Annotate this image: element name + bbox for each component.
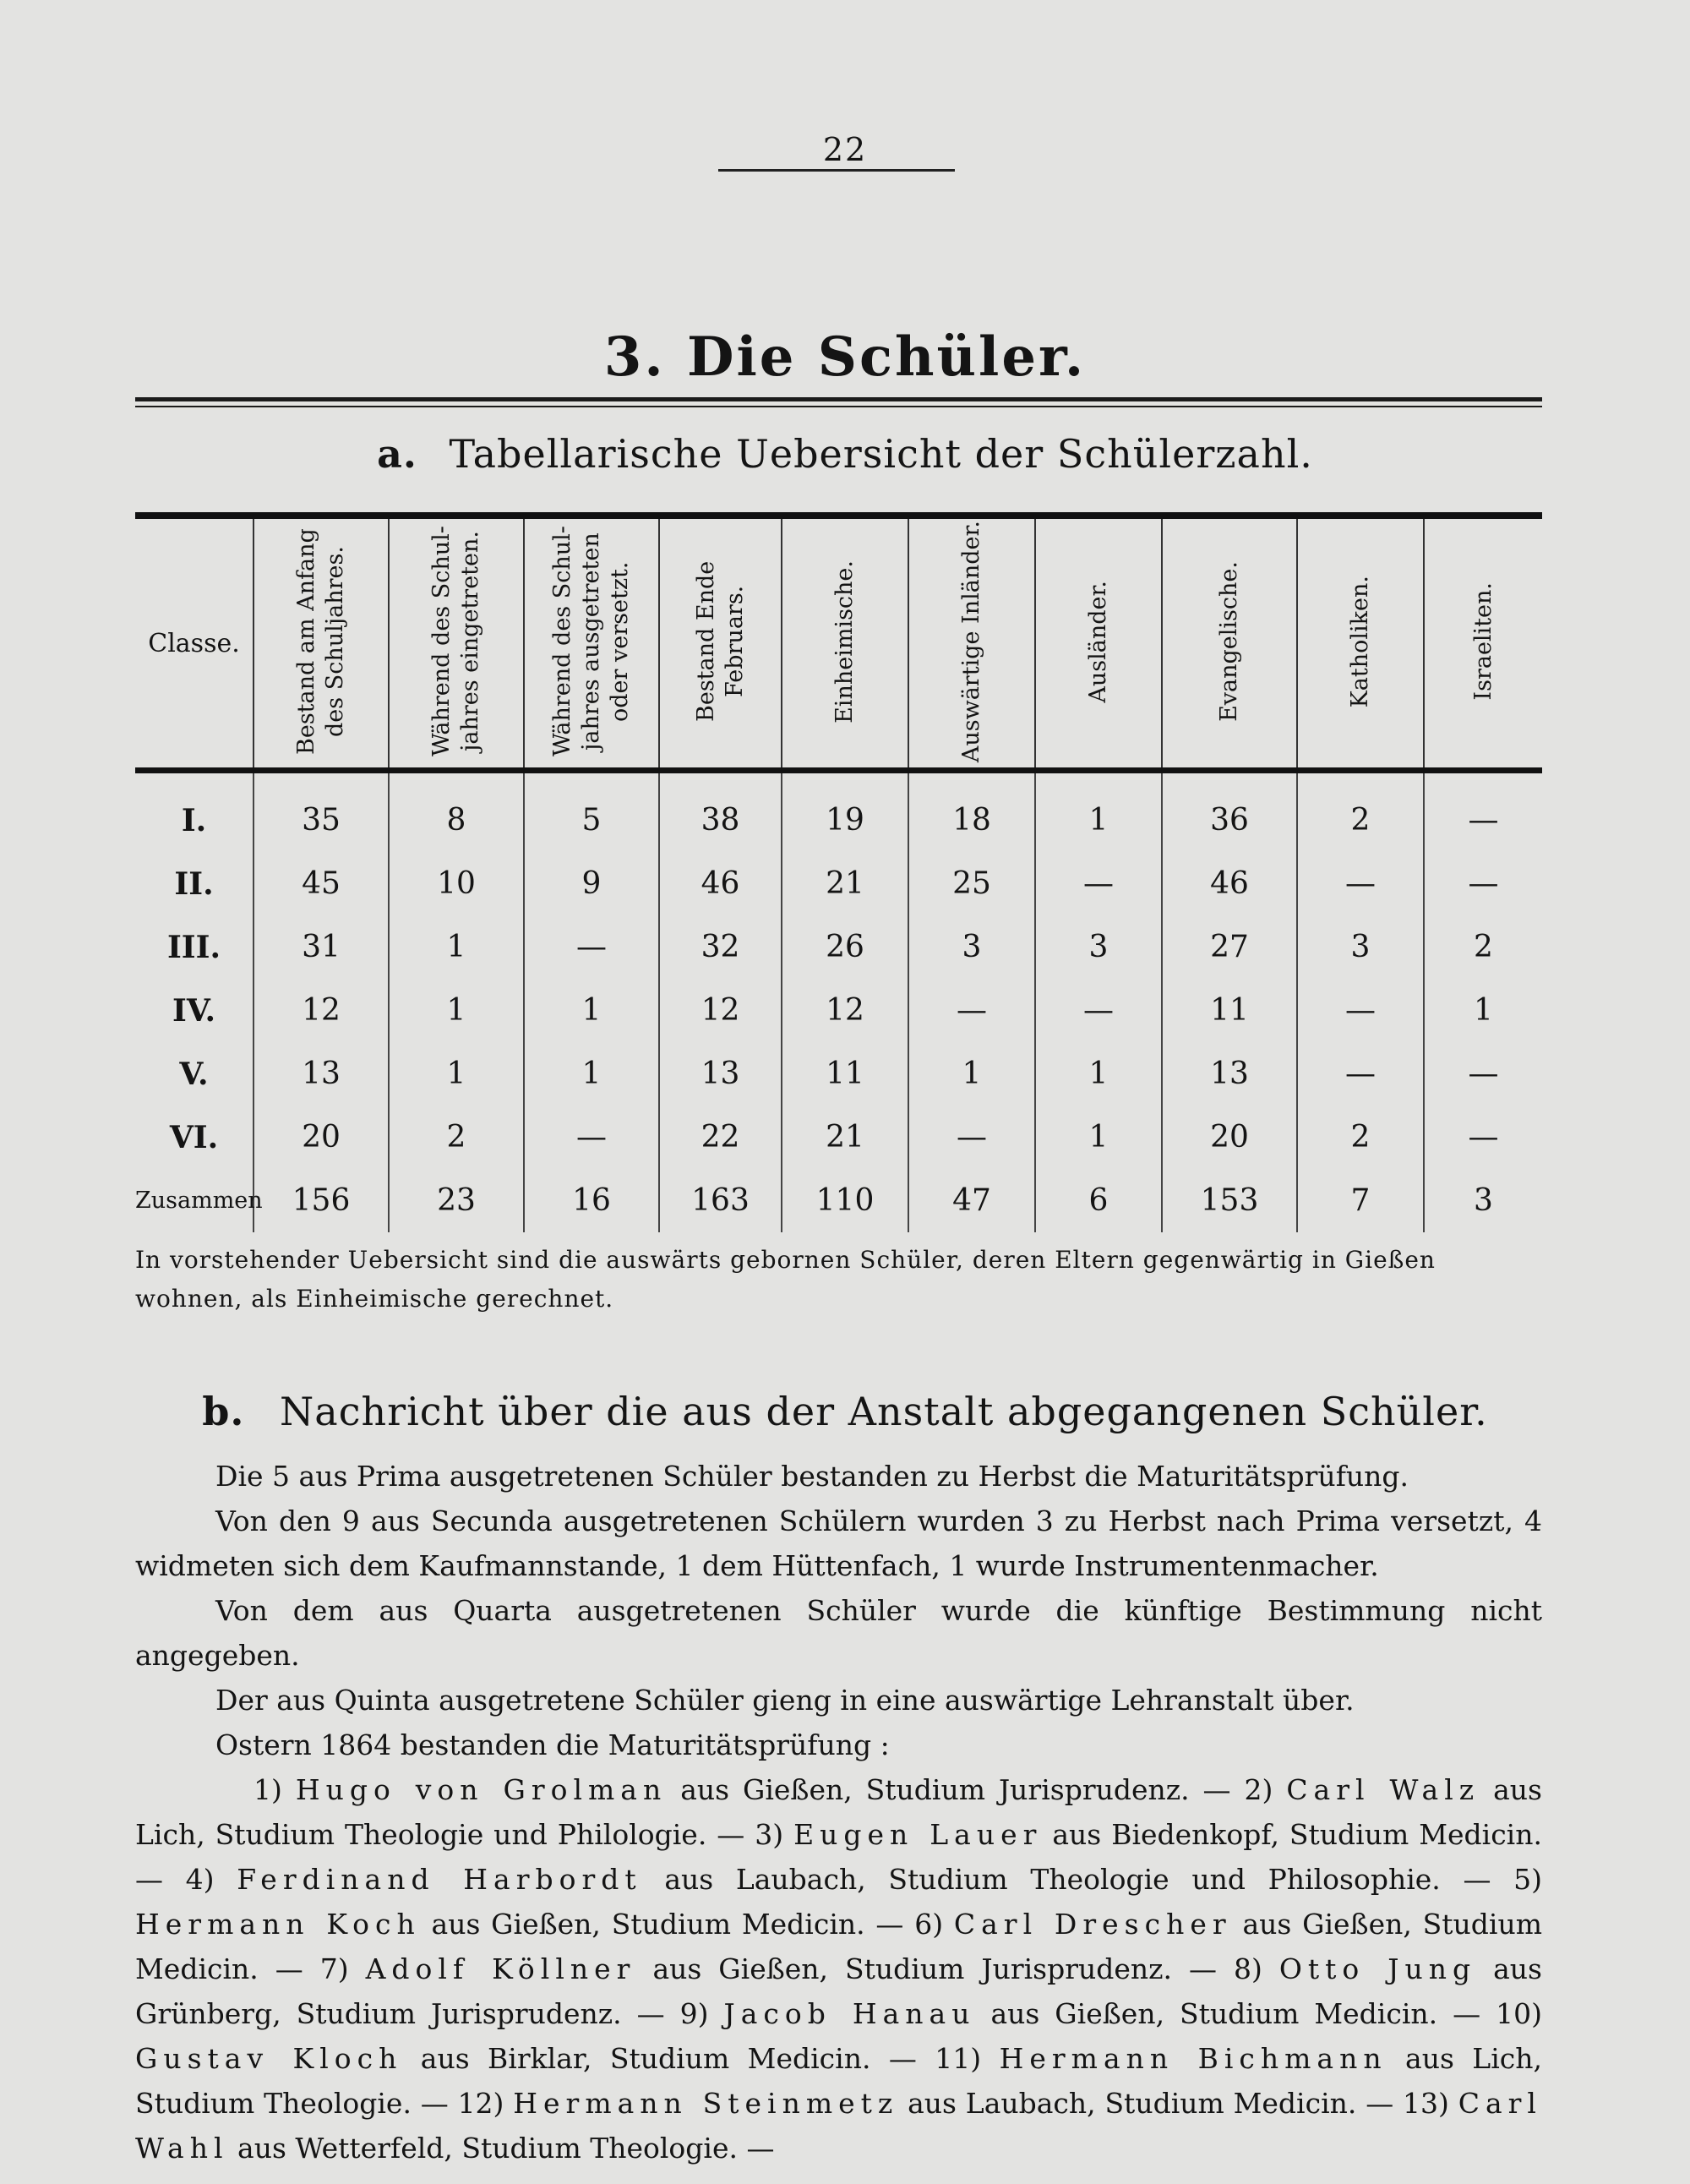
table-header: [135, 516, 1542, 771]
table-cell: —: [1424, 771, 1542, 853]
table-cell: I.: [181, 802, 207, 838]
table-cell: 3: [908, 915, 1035, 979]
table-total-row: [135, 1169, 1542, 1232]
table-row: [135, 1042, 1542, 1106]
table-cell: —: [1035, 852, 1162, 915]
column-header: [1297, 516, 1424, 771]
table-cell: 3: [1035, 915, 1162, 979]
table-cell: —: [524, 1106, 659, 1169]
graduate-detail: aus Gießen, Studium Jurisprudenz. —: [652, 1952, 1217, 1985]
paragraph: Ostern 1864 bestanden die Maturitätsprüfung :: [215, 1728, 890, 1761]
table-row: [135, 1106, 1542, 1169]
footnote-emphasis: Einheimische: [296, 1285, 468, 1313]
table-cell: —: [1035, 979, 1162, 1042]
table-cell: 1: [1035, 771, 1162, 853]
paragraph: Von dem aus Quarta ausgetretenen Schüler wurde die künftige Bestimmung nicht angegeben.: [135, 1594, 1542, 1672]
section-rule: [135, 397, 1542, 407]
footnote-text-end: gerechnet.: [476, 1285, 614, 1313]
table-cell: 46: [659, 852, 782, 915]
subsection-a-label: a.: [377, 431, 417, 477]
table-cell: 2: [389, 1106, 524, 1169]
table-cell: 25: [908, 852, 1035, 915]
graduate-entry: [458, 2087, 1394, 2120]
graduate-name: Jacob Hanau: [723, 1997, 976, 2030]
graduate-number: 4): [185, 1863, 215, 1896]
table-cell: 1: [908, 1042, 1035, 1106]
table-cell: 18: [908, 771, 1035, 853]
column-header-label: Einheimische.: [831, 560, 858, 723]
graduate-name: Eugen Lauer: [793, 1818, 1043, 1851]
graduate-detail: aus Birklar, Studium Medicin. —: [420, 2042, 917, 2075]
graduate-name: Gustav Kloch: [135, 2042, 403, 2075]
table-body: [135, 771, 1542, 1233]
paragraph: Die 5 aus Prima ausgetretenen Schüler bestanden zu Herbst die Maturitätsprüfung.: [215, 1460, 1409, 1493]
table-cell: 2: [1424, 915, 1542, 979]
graduate-number: 2): [1244, 1773, 1273, 1806]
graduate-detail: aus Wetterfeld, Studium Theologie. —: [237, 2132, 775, 2165]
graduate-name: Carl Walz: [1286, 1773, 1480, 1806]
table-row: [135, 771, 1542, 853]
table-cell: 22: [659, 1106, 782, 1169]
subsection-a-heading: [0, 431, 1690, 477]
graduate-name: Carl Drescher: [953, 1908, 1232, 1941]
graduate-name: Adolf Köllner: [365, 1952, 636, 1985]
table-cell: 10: [389, 852, 524, 915]
graduate-name: Carl Wahl: [135, 2087, 1542, 2165]
table-cell: —: [524, 915, 659, 979]
table-cell: 1: [389, 915, 524, 979]
column-header-label: Ausländer.: [1085, 580, 1111, 703]
graduate-name: Ferdinand Harbordt: [237, 1863, 642, 1896]
table-cell: 47: [908, 1169, 1035, 1232]
graduate-number: 1): [254, 1773, 282, 1806]
column-header-label: Auswärtige Inländer.: [958, 520, 984, 763]
graduate-detail: aus Gießen, Studium Jurisprudenz. —: [680, 1773, 1231, 1806]
table-cell: 27: [1162, 915, 1297, 979]
column-header: [908, 516, 1035, 771]
column-header-label: Bestand am Anfang des Schuljahres.: [293, 528, 348, 755]
table-cell: —: [1297, 979, 1424, 1042]
table-cell: 31: [254, 915, 389, 979]
column-header-label: Während des Schul-jahres eingetreten.: [428, 526, 483, 757]
table-cell: Zusammen: [135, 1188, 263, 1214]
table-cell: VI.: [169, 1119, 219, 1155]
graduate-number: 7): [319, 1952, 349, 1985]
graduate-number: 10): [1496, 1997, 1542, 2030]
section-title: 3. Die Schüler.: [603, 325, 1087, 389]
graduate-detail: aus Gießen, Studium Medicin. —: [135, 1908, 1542, 1985]
column-header: [135, 516, 254, 771]
graduate-number: 5): [1513, 1863, 1542, 1896]
column-header-label: Evangelische.: [1216, 561, 1242, 722]
page-number-rule: [718, 169, 955, 172]
column-header-label: Israeliten.: [1469, 582, 1496, 701]
table-cell: 12: [254, 979, 389, 1042]
table-cell: 12: [659, 979, 782, 1042]
table-cell: III.: [166, 929, 221, 965]
table-cell: 9: [524, 852, 659, 915]
graduate-number: 9): [679, 1997, 709, 2030]
table-cell: 110: [782, 1169, 908, 1232]
graduate-detail: aus Lich, Studium Theologie. —: [135, 2042, 1542, 2120]
table-cell: 2: [1297, 771, 1424, 853]
graduate-number: 3): [755, 1818, 784, 1851]
table-cell: IV.: [172, 992, 215, 1029]
graduate-detail: aus Gießen, Studium Medicin. —: [431, 1908, 904, 1941]
table-cell: 12: [782, 979, 908, 1042]
table-cell: 6: [1035, 1169, 1162, 1232]
table-cell: 38: [659, 771, 782, 853]
column-header-label: Bestand Ende Februars.: [692, 560, 748, 723]
table-cell: —: [1424, 1106, 1542, 1169]
table-cell: 35: [254, 771, 389, 853]
graduate-number: 13): [1403, 2087, 1449, 2120]
column-header: [389, 516, 524, 771]
table-cell: 5: [524, 771, 659, 853]
table-cell: —: [1424, 852, 1542, 915]
table-cell: 3: [1297, 915, 1424, 979]
graduate-name: Otto Jung: [1278, 1952, 1477, 1985]
table-cell: 36: [1162, 771, 1297, 853]
table-cell: 8: [389, 771, 524, 853]
paragraph: Von den 9 aus Secunda ausgetretenen Schülern wurden 3 zu Herbst nach Prima versetzt, 4 widmeten sich dem Kaufmannstande, 1 dem Hüttenfach, 1 wurde Instrumentenmacher.: [135, 1504, 1542, 1582]
column-header: [1424, 516, 1542, 771]
table-cell: 1: [389, 1042, 524, 1106]
column-header-label: Katholiken.: [1347, 575, 1373, 708]
footnote-text: In vorstehender Uebersicht sind die auswärts gebornen Schüler, deren Eltern gegenwärtig in Gießen wohnen, als: [135, 1246, 1436, 1313]
column-header-label: Während des Schul-jahres ausgetreten oder versetzt.: [549, 526, 633, 757]
table-cell: 21: [782, 852, 908, 915]
table-cell: 32: [659, 915, 782, 979]
table-cell: 11: [782, 1042, 908, 1106]
graduate-number: 12): [457, 2087, 504, 2120]
page-number: 22: [822, 131, 868, 168]
subsection-b-heading: [0, 1389, 1690, 1434]
subsection-b-title: Nachricht über die aus der Anstalt abgegangenen Schüler.: [280, 1389, 1488, 1434]
graduate-entry: [680, 1997, 1481, 2030]
table-cell: 153: [1162, 1169, 1297, 1232]
graduate-detail: aus Laubach, Studium Medicin. —: [908, 2087, 1394, 2120]
table-cell: 19: [782, 771, 908, 853]
table-cell: 1: [524, 1042, 659, 1106]
table-cell: 20: [254, 1106, 389, 1169]
table-cell: 1: [1424, 979, 1542, 1042]
table-cell: 46: [1162, 852, 1297, 915]
graduate-detail: aus Grünberg, Studium Jurisprudenz. —: [135, 1952, 1542, 2030]
graduate-name: Hermann Koch: [135, 1908, 421, 1941]
table-cell: 1: [1035, 1106, 1162, 1169]
column-header: [524, 516, 659, 771]
graduate-detail: aus Biedenkopf, Studium Medicin. —: [135, 1818, 1542, 1896]
table-cell: 1: [1035, 1042, 1162, 1106]
subsection-b-label: b.: [202, 1389, 245, 1434]
column-header: [254, 516, 389, 771]
table-cell: 21: [782, 1106, 908, 1169]
table-cell: —: [908, 979, 1035, 1042]
table-cell: 45: [254, 852, 389, 915]
table-cell: 156: [254, 1169, 389, 1232]
table-footnote: [135, 1241, 1542, 1319]
column-header-label: Classe.: [148, 628, 240, 658]
column-header: [1162, 516, 1297, 771]
graduate-number: 8): [1233, 1952, 1262, 1985]
body-text: [135, 1454, 1542, 2170]
table-cell: —: [1297, 1042, 1424, 1106]
table-row: [135, 852, 1542, 915]
paragraph: Der aus Quinta ausgetretene Schüler gieng in eine auswärtige Lehranstalt über.: [215, 1684, 1355, 1717]
graduate-entry: [320, 1952, 1217, 1985]
table-row: [135, 979, 1542, 1042]
table-cell: V.: [179, 1056, 209, 1092]
graduate-detail: aus Gießen, Studium Medicin. —: [990, 1997, 1481, 2030]
graduate-name: Hermann Bichmann: [999, 2042, 1387, 2075]
subsection-a-title: Tabellarische Uebersicht der Schülerzahl.: [449, 431, 1313, 477]
table-cell: 2: [1297, 1106, 1424, 1169]
table-cell: 13: [254, 1042, 389, 1106]
table-cell: 26: [782, 915, 908, 979]
table-cell: 11: [1162, 979, 1297, 1042]
graduates-list: [135, 1767, 1542, 2170]
table-cell: —: [1424, 1042, 1542, 1106]
graduate-entry: [186, 1863, 1491, 1896]
graduate-entry: [254, 1773, 1231, 1806]
graduate-detail: aus Lich, Studium Theologie und Philologie. —: [135, 1773, 1542, 1851]
table-cell: —: [908, 1106, 1035, 1169]
table-cell: 163: [659, 1169, 782, 1232]
table-cell: 7: [1297, 1169, 1424, 1232]
table-cell: 1: [524, 979, 659, 1042]
column-header: [782, 516, 908, 771]
table-cell: 13: [1162, 1042, 1297, 1106]
graduate-name: Hugo von Grolman: [295, 1773, 668, 1806]
column-header: [659, 516, 782, 771]
table-cell: 23: [389, 1169, 524, 1232]
graduate-name: Hermann Steinmetz: [513, 2087, 899, 2120]
table-cell: II.: [174, 865, 214, 902]
graduate-detail: aus Laubach, Studium Theologie und Philosophie. —: [664, 1863, 1491, 1896]
table-cell: 16: [524, 1169, 659, 1232]
table-header-row: [135, 516, 1542, 771]
table-cell: —: [1297, 852, 1424, 915]
table-cell: 13: [659, 1042, 782, 1106]
table-cell: 20: [1162, 1106, 1297, 1169]
graduate-number: 6): [914, 1908, 944, 1941]
table-cell: 3: [1424, 1169, 1542, 1232]
student-count-table: [135, 512, 1542, 1232]
column-header: [1035, 516, 1162, 771]
table-row: [135, 915, 1542, 979]
graduate-number: 11): [935, 2042, 982, 2075]
table-cell: 1: [389, 979, 524, 1042]
